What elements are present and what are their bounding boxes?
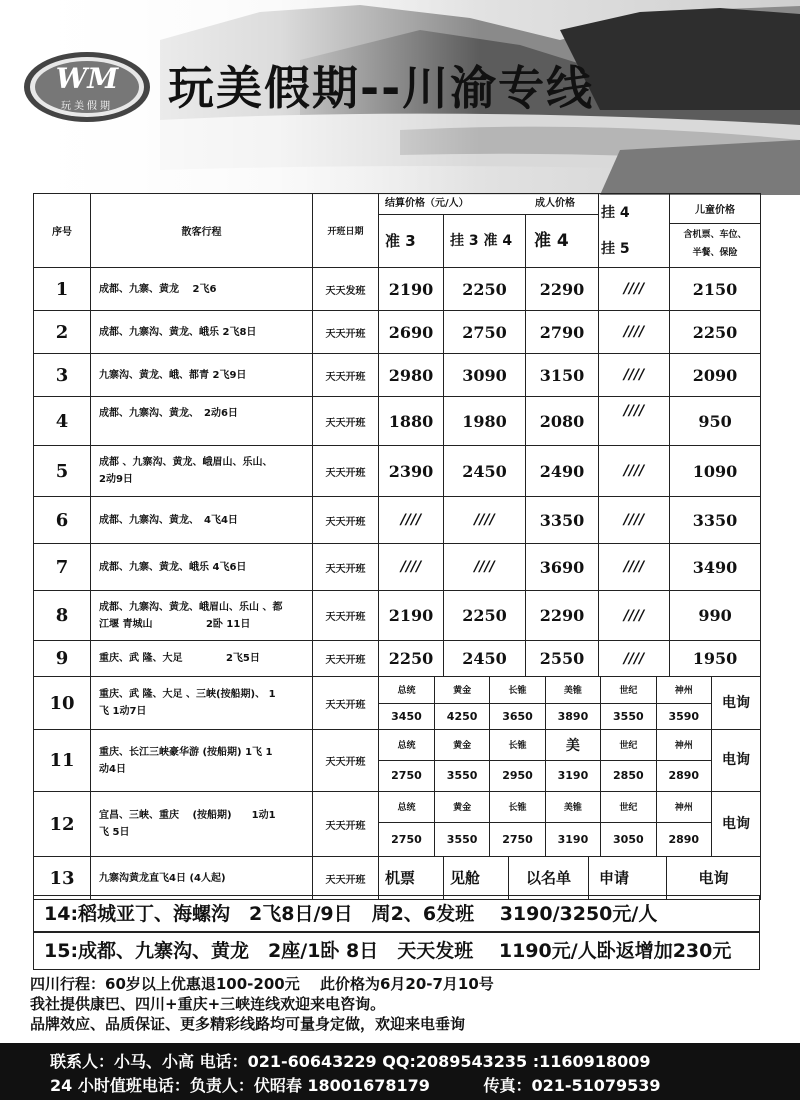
- cruise-price-cell: [379, 792, 761, 857]
- row-no: 13: [34, 857, 91, 900]
- col-date-header: 开班日期: [313, 194, 379, 268]
- row-route: 九寨沟黄龙直飞4日 (4人起): [91, 857, 313, 900]
- table-row: [34, 497, 761, 544]
- apply-label: 申请: [589, 857, 667, 899]
- cruise-label: 总统: [379, 730, 434, 760]
- price-gua45: ////: [599, 397, 670, 446]
- row-no: 7: [34, 544, 91, 591]
- cruise-label: 黄金: [434, 730, 489, 760]
- gua4-header: 挂 4: [601, 204, 630, 221]
- price-zhun4: 2550: [526, 641, 599, 677]
- route-14-line: 14:稻城亚丁、海螺沟 2飞8日/9日 周2、6发班 3190/3250元/人: [33, 895, 760, 932]
- row-date: 天天开班: [313, 311, 379, 354]
- row-route: [91, 591, 313, 641]
- price-zhun4: 2290: [526, 268, 599, 311]
- namelist-label: 以名单: [509, 857, 589, 899]
- price-gua3zhun4: 2450: [444, 641, 526, 677]
- cruise-price: 3190: [545, 760, 600, 791]
- gua3zhun4-header: 挂 3 准 4: [444, 215, 526, 267]
- cruise-label: 美: [545, 730, 600, 760]
- cruise-label: 神州: [656, 730, 711, 760]
- row-date: 天天开班: [313, 497, 379, 544]
- zhun3-header: 准 3: [379, 215, 444, 267]
- cabin-label: 见舱: [444, 857, 509, 899]
- price-child: 1090: [670, 446, 761, 497]
- price-zhun3: ////: [379, 497, 444, 544]
- row-route: 成都、九寨、黄龙 2飞6: [91, 268, 313, 311]
- cruise-label: 神州: [656, 677, 711, 703]
- phone-inquiry: 电询: [722, 816, 750, 832]
- cruise-label: 黄金: [434, 792, 489, 822]
- price-gua45: ////: [599, 497, 670, 544]
- price-gua45: ////: [599, 591, 670, 641]
- cruise-price: 2850: [601, 760, 656, 791]
- ticket-label: 机票: [379, 857, 444, 899]
- row-route-line2: 江堰 青城山 2卧 11日: [99, 618, 251, 630]
- header-banner: [0, 0, 800, 195]
- row-route-line2: 2动9日: [99, 474, 133, 485]
- price-zhun4: 3150: [526, 354, 599, 397]
- row-no: 8: [34, 591, 91, 641]
- table-row: [34, 857, 761, 900]
- cruise-price: 4250: [434, 703, 489, 729]
- phone-inquiry: 电询: [722, 695, 750, 711]
- price-child: 3350: [670, 497, 761, 544]
- row-route: [91, 792, 313, 857]
- cruise-grid: [379, 677, 712, 729]
- row-route-line1: 重庆、武 隆、大足 、三峡(按船期)、 1: [99, 689, 276, 700]
- table-row: [34, 311, 761, 354]
- price-zhun3: 2190: [379, 268, 444, 311]
- row-route: 成都、九寨、黄龙、峨乐 4飞6日: [91, 544, 313, 591]
- price-zhun3: 2190: [379, 591, 444, 641]
- row-route-line1: 成都 、九寨沟、黄龙、峨眉山、乐山、: [99, 457, 273, 468]
- table-row: [34, 354, 761, 397]
- settle-header-cell: [379, 194, 599, 268]
- row-date: 天天开班: [313, 730, 379, 792]
- cruise-price: 3550: [434, 760, 489, 791]
- row-no: 9: [34, 641, 91, 677]
- row-date: 天天开班: [313, 641, 379, 677]
- price-gua3zhun4: ////: [444, 544, 526, 591]
- row-route-line2: 动4日: [99, 763, 126, 775]
- row-no: 1: [34, 268, 91, 311]
- cruise-price: 2750: [490, 822, 545, 856]
- price-zhun3: 1880: [379, 397, 444, 446]
- price-zhun4: 2080: [526, 397, 599, 446]
- cruise-price: 2890: [656, 760, 711, 791]
- settle-price-label: 结算价格（元/人）: [385, 198, 469, 209]
- zhun4-header: 准 4: [534, 231, 569, 251]
- route-15-line: 15:成都、九寨沟、黄龙 2座/1卧 8日 天天发班 1190元/人卧返增加230元: [33, 932, 760, 970]
- logo-letters: WM: [55, 62, 119, 95]
- row-date: 天天发班: [313, 268, 379, 311]
- cruise-price: 2750: [379, 760, 434, 791]
- price-zhun4: 2490: [526, 446, 599, 497]
- row-route: [91, 730, 313, 792]
- cruise-price: 3550: [434, 822, 489, 856]
- cruise-row: [34, 730, 761, 792]
- row-no: 6: [34, 497, 91, 544]
- cruise-row: [34, 677, 761, 730]
- cruise-label: 神州: [656, 792, 711, 822]
- cruise-label: 长锥: [490, 677, 545, 703]
- cruise-label: 世纪: [601, 730, 656, 760]
- price-zhun4: 2790: [526, 311, 599, 354]
- table-row: [34, 591, 761, 641]
- price-gua45: ////: [599, 641, 670, 677]
- col-no-header: 序号: [34, 194, 91, 268]
- note-line: 四川行程：60岁以上优惠退100-200元 此价格为6月20-7月10号: [30, 975, 494, 993]
- table-row: [34, 268, 761, 311]
- price-zhun4: 3350: [526, 497, 599, 544]
- contact-line-2: 24 小时值班电话：负责人：伏昭春 18001678179 传真：021-51079539: [50, 1076, 661, 1095]
- table-row: [34, 397, 761, 446]
- price-zhun3: 2250: [379, 641, 444, 677]
- cruise-label: 长锥: [490, 730, 545, 760]
- price-gua3zhun4: 2250: [444, 591, 526, 641]
- row-date: 天天开班: [313, 792, 379, 857]
- row-no: 12: [34, 792, 91, 857]
- contact-footer: [0, 1043, 800, 1100]
- phone-inquiry: 电询: [722, 752, 750, 768]
- row-date: 天天开班: [313, 354, 379, 397]
- price-child: 1950: [670, 641, 761, 677]
- price-gua45: ////: [599, 544, 670, 591]
- row-route: 重庆、武 隆、大足 2飞5日: [91, 641, 313, 677]
- price-zhun3: 2980: [379, 354, 444, 397]
- cruise-price: 3450: [379, 703, 434, 729]
- row13-cells: [379, 857, 761, 900]
- cruise-price: 3890: [545, 703, 600, 729]
- table-row: [34, 641, 761, 677]
- row-route-line1: 宜昌、三峡、重庆 (按船期) 1动1: [99, 810, 276, 821]
- cruise-grid: [379, 792, 712, 856]
- adult-price-label: 成人价格: [535, 198, 575, 209]
- price-gua45: ////: [599, 354, 670, 397]
- price-child: 3490: [670, 544, 761, 591]
- row-route-line2: 飞 1动7日: [99, 706, 147, 717]
- row-route: 成都、九寨沟、黄龙、 2动6日: [91, 397, 313, 446]
- cruise-price: 3590: [656, 703, 711, 729]
- child-header-cell: [670, 194, 761, 268]
- price-child: 2250: [670, 311, 761, 354]
- note-line: 品牌效应、品质保证、更多精彩线路均可量身定做，欢迎来电垂询: [30, 1015, 466, 1033]
- price-gua3zhun4: ////: [444, 497, 526, 544]
- gua-header-cell: [599, 194, 670, 268]
- price-zhun3: 2690: [379, 311, 444, 354]
- cruise-price: 3650: [490, 703, 545, 729]
- cruise-label: 总统: [379, 792, 434, 822]
- price-gua3zhun4: 3090: [444, 354, 526, 397]
- row-no: 11: [34, 730, 91, 792]
- child-price-label: 儿童价格: [670, 199, 760, 224]
- price-zhun3: ////: [379, 544, 444, 591]
- price-gua45: ////: [599, 268, 670, 311]
- table-header-row: [34, 194, 761, 268]
- row-date: 天天开班: [313, 591, 379, 641]
- row-route: [91, 677, 313, 730]
- page-title: 玩美假期--川渝专线: [168, 61, 595, 115]
- cruise-price-cell: [379, 730, 761, 792]
- row-date: 天天开班: [313, 677, 379, 730]
- cruise-price-cell: [379, 677, 761, 730]
- row-date: 天天开班: [313, 397, 379, 446]
- row-no: 5: [34, 446, 91, 497]
- child-note-2: 半餐、保险: [692, 248, 738, 258]
- cruise-label: 长锥: [490, 792, 545, 822]
- cruise-price: 2750: [379, 822, 434, 856]
- price-zhun3: 2390: [379, 446, 444, 497]
- price-table: [33, 193, 761, 900]
- child-note-1: 含机票、车位、: [683, 230, 747, 240]
- cruise-price: 3050: [601, 822, 656, 856]
- row-route-line2: 飞 5日: [99, 827, 130, 838]
- price-gua3zhun4: 2750: [444, 311, 526, 354]
- row-route: 成都、九寨沟、黄龙、 4飞4日: [91, 497, 313, 544]
- row-no: 2: [34, 311, 91, 354]
- row-no: 3: [34, 354, 91, 397]
- contact-line-1: 联系人：小马、小高 电话：021-60643229 QQ:2089543235 :1160918009: [50, 1052, 651, 1071]
- row-route-line1: 成都、九寨沟、黄龙、峨眉山、乐山 、都: [99, 601, 283, 613]
- row-date: 天天开班: [313, 544, 379, 591]
- price-gua45: ////: [599, 446, 670, 497]
- table-row: [34, 544, 761, 591]
- row-route-line1: 重庆、长江三峡豪华游 (按船期) 1飞 1: [99, 746, 273, 758]
- row-no: 10: [34, 677, 91, 730]
- logo-subtitle: 玩美假期: [61, 101, 113, 112]
- cruise-label: 美锥: [545, 792, 600, 822]
- row-date: 天天开班: [313, 446, 379, 497]
- phone-inquiry: 电询: [698, 869, 729, 887]
- row-route: 成都、九寨沟、黄龙、峨乐 2飞8日: [91, 311, 313, 354]
- price-zhun4: 2290: [526, 591, 599, 641]
- row-route: 九寨沟、黄龙、峨、都青 2飞9日: [91, 354, 313, 397]
- cruise-row: [34, 792, 761, 857]
- price-gua45: ////: [599, 311, 670, 354]
- row-date: 天天开班: [313, 857, 379, 900]
- price-child: 2150: [670, 268, 761, 311]
- cruise-label: 总统: [379, 677, 434, 703]
- price-child: 2090: [670, 354, 761, 397]
- notes-block: [30, 974, 780, 1034]
- cruise-label: 世纪: [601, 677, 656, 703]
- row-no: 4: [34, 397, 91, 446]
- price-zhun4: 3690: [526, 544, 599, 591]
- cruise-price: 3190: [545, 822, 600, 856]
- note-line: 我社提供康巴、四川+重庆+三峡连线欢迎来电咨询。: [30, 995, 386, 1013]
- price-child: 950: [670, 397, 761, 446]
- col-route-header: 散客行程: [91, 194, 313, 268]
- row-route: [91, 446, 313, 497]
- price-gua3zhun4: 2450: [444, 446, 526, 497]
- price-gua3zhun4: 2250: [444, 268, 526, 311]
- cruise-label: 黄金: [434, 677, 489, 703]
- cruise-price: 2950: [490, 760, 545, 791]
- cruise-price: 2890: [656, 822, 711, 856]
- price-gua3zhun4: 1980: [444, 397, 526, 446]
- cruise-label: 世纪: [601, 792, 656, 822]
- cruise-grid: [379, 730, 712, 791]
- gua5-header: 挂 5: [601, 240, 630, 257]
- cruise-label: 美锥: [545, 677, 600, 703]
- price-child: 990: [670, 591, 761, 641]
- cruise-price: 3550: [601, 703, 656, 729]
- table-row: [34, 446, 761, 497]
